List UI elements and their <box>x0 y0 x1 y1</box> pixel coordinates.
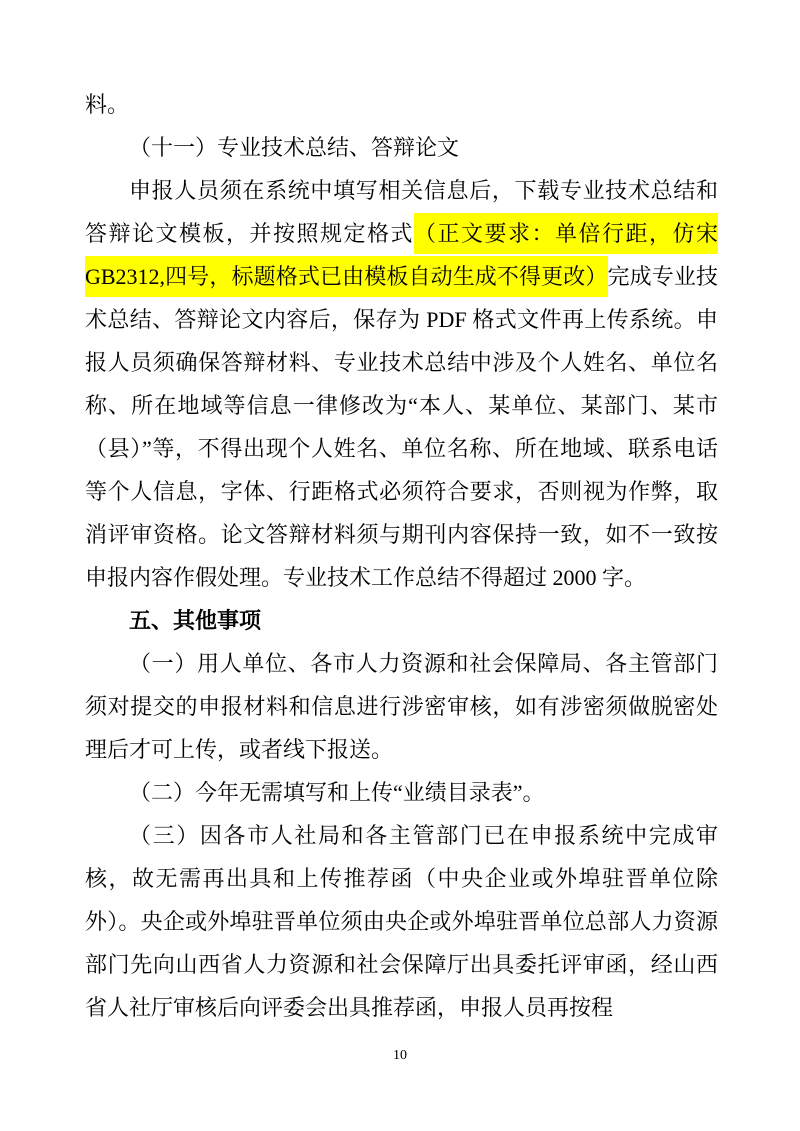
page-number: 10 <box>393 1048 407 1063</box>
heading-section-11: （十一）专业技术总结、答辩论文 <box>129 135 460 160</box>
paragraph-continuation: 料。 <box>85 92 130 117</box>
paragraph-5-item-2: （二）今年无需填写和上传“业绩目录表”。 <box>129 780 545 805</box>
paragraph-5-item-3: （三）因各市人社局和各主管部门已在申报系统中完成审核，故无需再出具和上传推荐函（中央企业或外埠驻晋单位除外）。央企或外埠驻晋单位须由央企或外埠驻晋单位总部人力资源部门先向山西省人力资源和社会保障厅出具委托评审函，经山西省人社厅审核后向评委会出具推荐函，申报人员再按程 <box>85 823 718 1020</box>
format-requirement-highlight: （正文要求：单倍行距，仿宋 GB2312,四号，标题格式已由模板自动生成不得更改） <box>85 213 718 297</box>
heading-section-5: 五、其他事项 <box>129 608 262 633</box>
paragraph-5-item-1: （一）用人单位、各市人力资源和社会保障局、各主管部门须对提交的申报材料和信息进行涉密审核，如有涉密须做脱密处理后才可上传，或者线下报送。 <box>85 651 718 762</box>
paragraph-section-11-post: 完成专业技术总结、答辩论文内容后，保存为 PDF 格式文件再上传系统。申报人员须确保答辩材料、专业技术总结中涉及个人姓名、单位名称、所在地域等信息一律修改为“本人、某单位、某部门、某市（县）”等，不得出现个人姓名、单位名称、所在地域、联系电话等个人信息，字体、行距格式必须符合要求，否则视为作弊，取消评审资格。论文答辩材料须与期刊内容保持一致，如不一致按申报内容作假处理。专业技术工作总结不得超过 2000 字。 <box>85 264 718 590</box>
paragraph-section-11 <box>85 169 718 599</box>
document-body <box>85 83 718 1029</box>
paragraph-section-11-pre: 申报人员须在系统中填写相关信息后，下载专业技术总结和答辩论文模板，并按照规定格式 <box>85 178 718 246</box>
